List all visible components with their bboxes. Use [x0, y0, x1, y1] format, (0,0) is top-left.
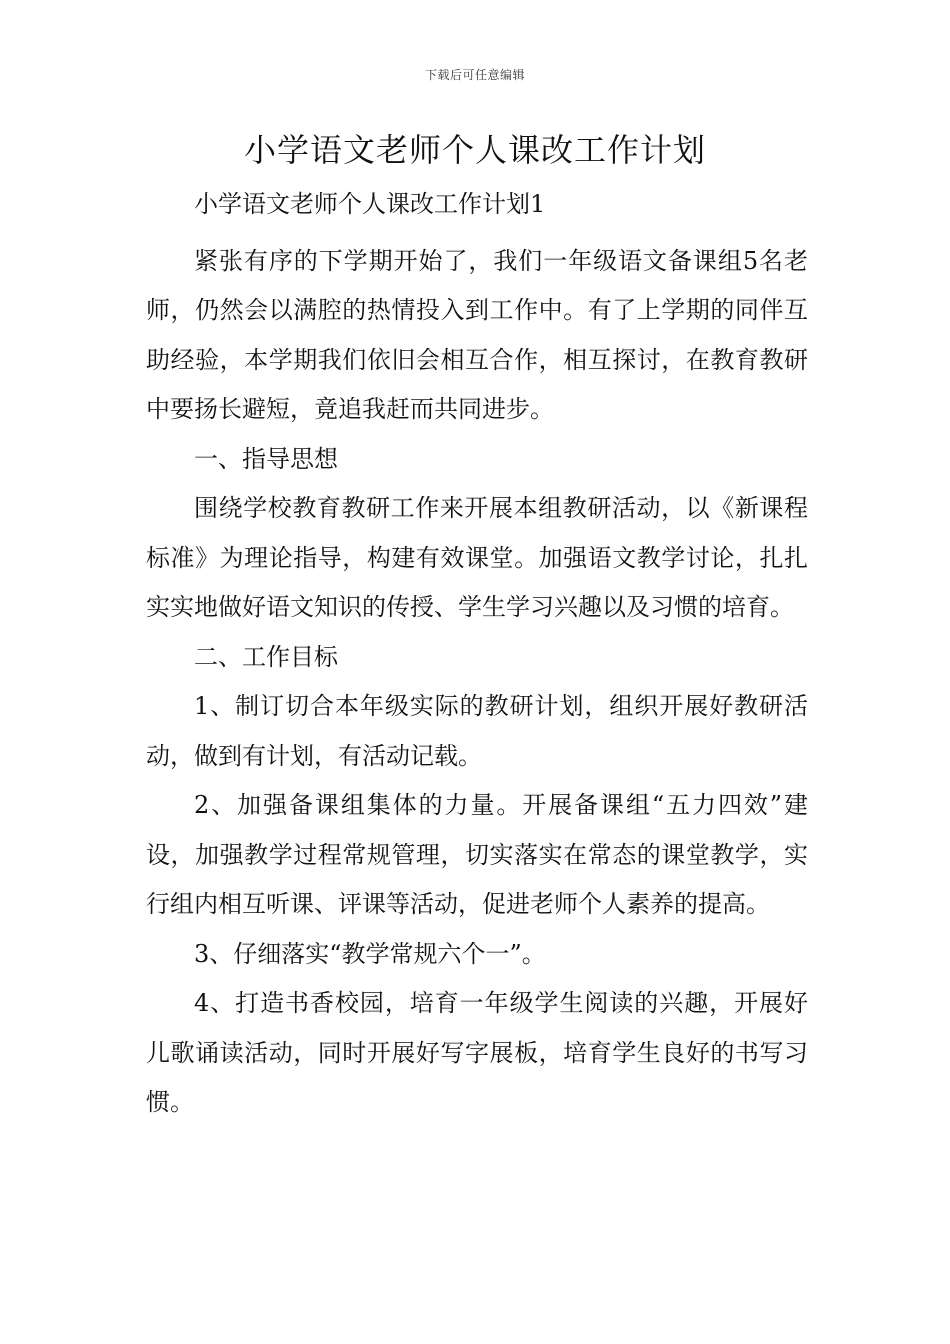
section-heading-work-goals: 二、工作目标 [194, 642, 338, 671]
goal-item-4: 4、打造书香校园，培育一年级学生阅读的兴趣，开展好儿歌诵读活动，同时开展好写字展板，培育学生良好的书写习惯。 [146, 989, 808, 1116]
goal-item-1: 1、制订切合本年级实际的教研计划，组织开展好教研活动，做到有计划，有活动记载。 [146, 692, 808, 770]
paragraph-guiding-ideology: 围绕学校教育教研工作来开展本组教研活动，以《新课程标准》为理论指导，构建有效课堂。加强语文教学讨论，扎扎实实地做好语文知识的传授、学生学习兴趣以及习惯的培育。 [146, 494, 808, 621]
section-subtitle: 小学语文老师个人课改工作计划1 [194, 190, 546, 218]
document-body [146, 180, 808, 1128]
section-heading-guiding-ideology: 一、指导思想 [194, 444, 338, 473]
goal-item-2: 2、加强备课组集体的力量。开展备课组“五力四效”建设，加强教学过程常规管理，切实落实在常态的课堂教学，实行组内相互听课、评课等活动，促进老师个人素养的提高。 [146, 791, 808, 918]
document-title: 小学语文老师个人课改工作计划 [243, 131, 706, 169]
paragraph-intro: 紧张有序的下学期开始了，我们一年级语文备课组5名老师，仍然会以满腔的热情投入到工作中。有了上学期的同伴互助经验，本学期我们依旧会相互合作，相互探讨，在教育教研中要扬长避短，竟追我赶而共同进步。 [146, 246, 808, 423]
goal-item-3: 3、仔细落实“教学常规六个一”。 [194, 939, 546, 968]
header-note: 下载后可任意编辑 [424, 68, 525, 82]
